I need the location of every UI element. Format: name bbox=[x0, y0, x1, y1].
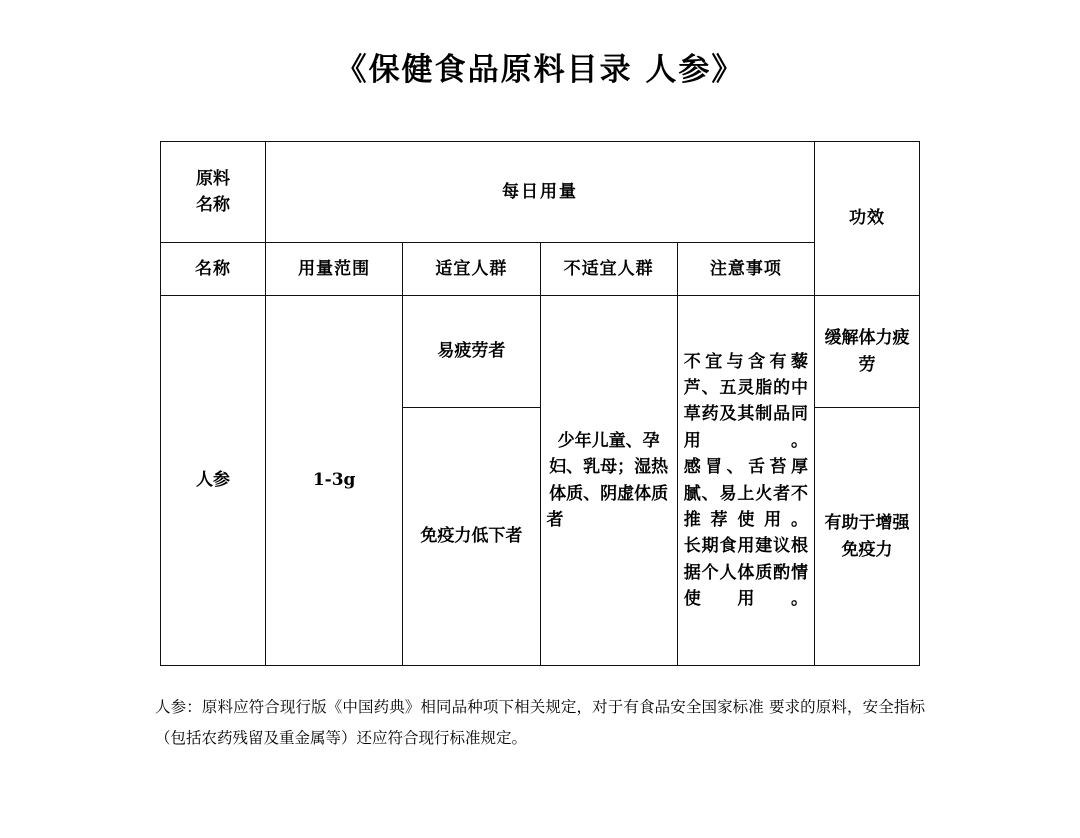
table-subheader-row bbox=[161, 243, 920, 296]
cell-suitable-1: 易疲劳者 bbox=[403, 296, 540, 408]
page-title: 《保健食品原料目录 人参》 bbox=[335, 52, 745, 88]
ingredient-table bbox=[160, 141, 920, 666]
header-daily-dose: 每日用量 bbox=[266, 142, 815, 243]
cell-dose-range: 1-3g bbox=[266, 296, 403, 666]
cell-effect-2: 有助于增强免疫力 bbox=[815, 408, 920, 666]
footnote-line-2: 要求的原料，安全指标（包括农药残留及重金属等）还应符合现行标准规定。 bbox=[155, 698, 925, 747]
cell-material-name: 人参 bbox=[161, 296, 266, 666]
header-material-name: 原料 名称 bbox=[161, 142, 266, 243]
subheader-name: 名称 bbox=[161, 243, 266, 296]
subheader-range: 用量范围 bbox=[266, 243, 403, 296]
cell-notes-line-2: 感冒、舌苔厚腻、易上火者不推荐使用。 bbox=[683, 457, 808, 530]
cell-suitable-2: 免疫力低下者 bbox=[403, 408, 540, 666]
cell-notes-line-1: 不宜与含有藜芦、五灵脂的中草药及其制品同用。 bbox=[683, 351, 808, 451]
ingredient-table-wrapper bbox=[160, 141, 920, 666]
cell-notes-line-3: 长期食用建议根据个人体质酌情使用。 bbox=[683, 536, 808, 609]
document-page bbox=[0, 44, 1080, 838]
footnote bbox=[155, 692, 925, 754]
header-effect: 功效 bbox=[815, 142, 920, 296]
cell-unsuitable: 少年儿童、孕妇、乳母；湿热体质、阴虚体质者 bbox=[540, 296, 677, 666]
table-row bbox=[161, 296, 920, 408]
cell-notes bbox=[677, 296, 814, 666]
subheader-unsuitable: 不适宜人群 bbox=[540, 243, 677, 296]
cell-effect-1: 缓解体力疲劳 bbox=[815, 296, 920, 408]
subheader-notes: 注意事项 bbox=[677, 243, 814, 296]
table-header-row bbox=[161, 142, 920, 243]
footnote-line-1: 人参：原料应符合现行版《中国药典》相同品种项下相关规定，对于有食品安全国家标准 bbox=[155, 698, 764, 716]
subheader-suitable: 适宜人群 bbox=[403, 243, 540, 296]
